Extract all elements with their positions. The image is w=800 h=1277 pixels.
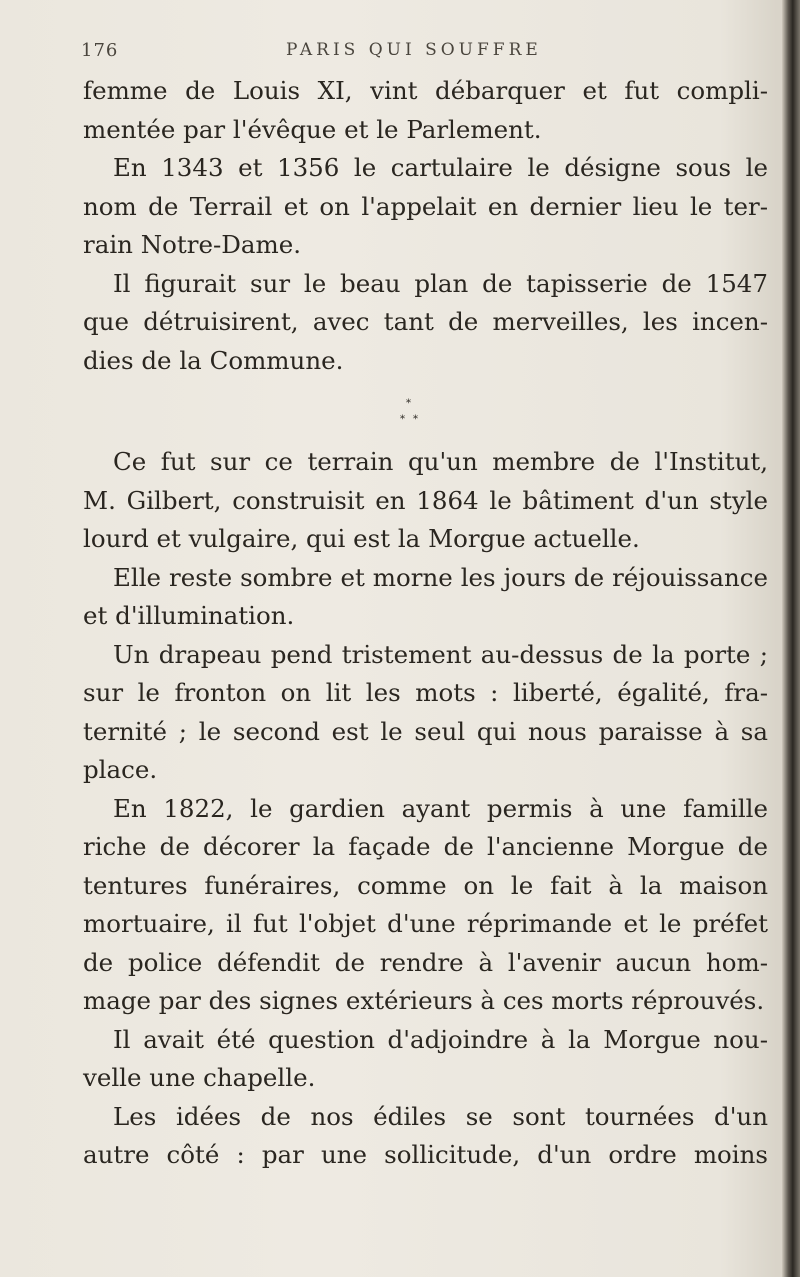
text-line: dies de la Commune. bbox=[83, 345, 344, 375]
paragraph-block-1 bbox=[83, 72, 768, 380]
text-line: riche de décorer la façade de l'ancienne Morgue de bbox=[83, 832, 768, 861]
text-line: tentures funéraires, comme on le fait à la maison bbox=[83, 870, 768, 900]
asterisk-ornament: * bbox=[400, 414, 405, 425]
text-line: que détruisirent, avec tant de merveilles, les incen- bbox=[83, 307, 768, 336]
text-line: lourd et vulgaire, qui est la Morgue actuelle. bbox=[83, 524, 640, 553]
page-number: 176 bbox=[81, 40, 119, 61]
text-line: et d'illumination. bbox=[83, 601, 295, 630]
text-line: Elle reste sombre et morne les jours de réjouissance bbox=[113, 562, 768, 592]
paragraph-block-2 bbox=[83, 443, 768, 1175]
text-line: En 1822, le gardien ayant permis à une famille bbox=[113, 793, 768, 823]
text-line: ternité ; le second est le seul qui nous paraisse à sa bbox=[83, 716, 768, 746]
text-line: mortuaire, il fut l'objet d'une réprimande et le préfet bbox=[83, 909, 768, 938]
text-line: de police défendit de rendre à l'avenir aucun hom- bbox=[83, 947, 768, 977]
text-line: velle une chapelle. bbox=[83, 1063, 316, 1092]
section-separator-asterism bbox=[395, 398, 425, 428]
text-line: Un drapeau pend tristement au-dessus de la porte ; bbox=[113, 639, 768, 669]
running-head bbox=[81, 40, 761, 70]
asterisk-ornament: * bbox=[406, 398, 411, 409]
text-line: Il avait été question d'adjoindre à la Morgue nou- bbox=[113, 1024, 768, 1054]
text-line: Ce fut sur ce terrain qu'un membre de l'Institut, bbox=[113, 447, 768, 476]
asterisk-ornament: * bbox=[413, 414, 418, 425]
text-line: sur le fronton on lit les mots : liberté, égalité, fra- bbox=[83, 678, 768, 707]
text-line: Il figurait sur le beau plan de tapisserie de 1547 bbox=[113, 268, 768, 298]
page-edge-shadow bbox=[782, 0, 800, 1277]
text-line: femme de Louis XI, vint débarquer et fut compli- bbox=[83, 76, 768, 105]
text-line: mage par des signes extérieurs à ces morts réprouvés. bbox=[83, 986, 765, 1015]
text-line: place. bbox=[83, 755, 158, 784]
text-line: rain Notre-Dame. bbox=[83, 230, 302, 259]
text-line: nom de Terrail et on l'appelait en dernier lieu le ter- bbox=[83, 191, 768, 221]
running-title: PARIS QUI SOUFFRE bbox=[286, 40, 542, 60]
text-line: mentée par l'évêque et le Parlement. bbox=[83, 114, 542, 144]
text-line: En 1343 et 1356 le cartulaire le désigne sous le bbox=[113, 153, 768, 182]
text-line: autre côté : par une sollicitude, d'un ordre moins bbox=[83, 1140, 768, 1169]
text-line: Les idées de nos édiles se sont tournées d'un bbox=[113, 1101, 768, 1131]
text-line: M. Gilbert, construisit en 1864 le bâtiment d'un style bbox=[83, 485, 768, 515]
